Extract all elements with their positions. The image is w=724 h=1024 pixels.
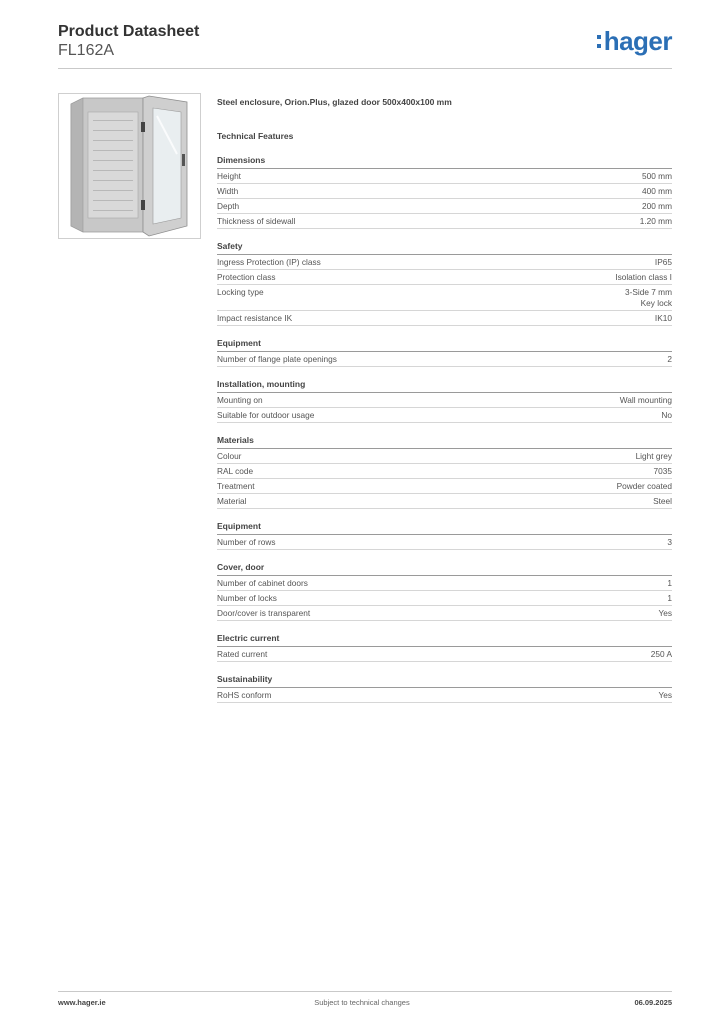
spec-label: Depth	[217, 201, 240, 211]
spec-value: 500 mm	[642, 171, 672, 181]
spec-value: Powder coated	[616, 481, 672, 491]
spec-label: Thickness of sidewall	[217, 216, 296, 226]
page-title: Product Datasheet	[58, 23, 200, 40]
spec-label: Number of rows	[217, 537, 276, 547]
spec-label: Treatment	[217, 481, 255, 491]
hager-logo	[597, 26, 672, 56]
spec-value: Isolation class I	[615, 272, 672, 282]
spec-label: Suitable for outdoor usage	[217, 410, 315, 420]
spec-label: Height	[217, 171, 241, 181]
spec-value: 1	[667, 578, 672, 588]
spec-value: IP65	[654, 257, 672, 267]
spec-label: Impact resistance IK	[217, 313, 293, 323]
footer-divider	[58, 991, 672, 992]
spec-value: 1	[667, 593, 672, 603]
section-title: Equipment	[217, 521, 672, 535]
section-safety	[217, 241, 672, 326]
spec-row	[217, 591, 672, 606]
spec-row	[217, 449, 672, 464]
section-electric-current	[217, 633, 672, 662]
section-title: Cover, door	[217, 562, 672, 576]
spec-value: 400 mm	[642, 186, 672, 196]
spec-row	[217, 535, 672, 550]
spec-row	[217, 576, 672, 591]
spec-row	[217, 688, 672, 703]
spec-row	[217, 647, 672, 662]
section-installation	[217, 379, 672, 423]
product-image	[58, 93, 201, 239]
spec-value: 3	[667, 537, 672, 547]
technical-features-title: Technical Features	[217, 131, 294, 141]
header	[58, 22, 199, 60]
section-materials	[217, 435, 672, 509]
spec-label: Material	[217, 496, 247, 506]
spec-row	[217, 184, 672, 199]
spec-label: Width	[217, 186, 239, 196]
spec-row	[217, 169, 672, 184]
spec-label: Number of locks	[217, 593, 277, 603]
section-dimensions	[217, 155, 672, 229]
spec-label: RoHS conform	[217, 690, 272, 700]
spec-label: Number of flange plate openings	[217, 354, 337, 364]
spec-row	[217, 214, 672, 229]
spec-label: RAL code	[217, 466, 254, 476]
spec-value: No	[661, 410, 672, 420]
spec-value: 1.20 mm	[639, 216, 672, 226]
section-equipment-rows	[217, 521, 672, 550]
spec-label: Protection class	[217, 272, 276, 282]
section-sustainability	[217, 674, 672, 703]
spec-row	[217, 494, 672, 509]
spec-label: Colour	[217, 451, 242, 461]
section-title: Dimensions	[217, 155, 672, 169]
spec-row	[217, 464, 672, 479]
spec-row	[217, 199, 672, 214]
spec-value: 250 A	[650, 649, 672, 659]
spec-value: Steel	[653, 496, 672, 506]
spec-row	[217, 311, 672, 326]
footer-website-link[interactable]: www.hager.ie	[58, 998, 106, 1007]
section-title: Electric current	[217, 633, 672, 647]
logo-dots-icon	[597, 26, 602, 56]
spec-value: Wall mounting	[619, 395, 672, 405]
footer-note: Subject to technical changes	[314, 998, 410, 1007]
spec-value: Yes	[658, 608, 672, 618]
spec-label: Ingress Protection (IP) class	[217, 257, 321, 267]
enclosure-image-icon	[59, 94, 200, 238]
spec-value: Yes	[658, 690, 672, 700]
product-code: FL162A	[58, 42, 115, 59]
spec-row	[217, 285, 672, 311]
logo-text: hager	[603, 26, 672, 56]
spec-row	[217, 606, 672, 621]
spec-value: IK10	[654, 313, 672, 323]
section-title: Installation, mounting	[217, 379, 672, 393]
datasheet-content	[217, 96, 672, 703]
spec-label: Door/cover is transparent	[217, 608, 311, 618]
section-cover-door	[217, 562, 672, 621]
header-divider	[58, 68, 672, 69]
section-title: Safety	[217, 241, 672, 255]
spec-label: Mounting on	[217, 395, 263, 405]
product-name: Steel enclosure, Orion.Plus, glazed door 500x400x100 mm	[217, 97, 452, 107]
section-title: Materials	[217, 435, 672, 449]
spec-label: Rated current	[217, 649, 268, 659]
spec-value: 2	[667, 354, 672, 364]
spec-label: Locking type	[217, 287, 264, 297]
spec-value: 200 mm	[642, 201, 672, 211]
spec-row	[217, 393, 672, 408]
spec-row	[217, 408, 672, 423]
spec-value: 3-Side 7 mm Key lock	[624, 287, 672, 308]
section-title: Sustainability	[217, 674, 672, 688]
footer-date: 06.09.2025	[634, 998, 672, 1007]
spec-label: Number of cabinet doors	[217, 578, 308, 588]
spec-value: Light grey	[635, 451, 672, 461]
section-title: Equipment	[217, 338, 672, 352]
spec-value: 7035	[653, 466, 672, 476]
spec-row	[217, 352, 672, 367]
spec-row	[217, 479, 672, 494]
spec-row	[217, 255, 672, 270]
section-equipment	[217, 338, 672, 367]
spec-row	[217, 270, 672, 285]
